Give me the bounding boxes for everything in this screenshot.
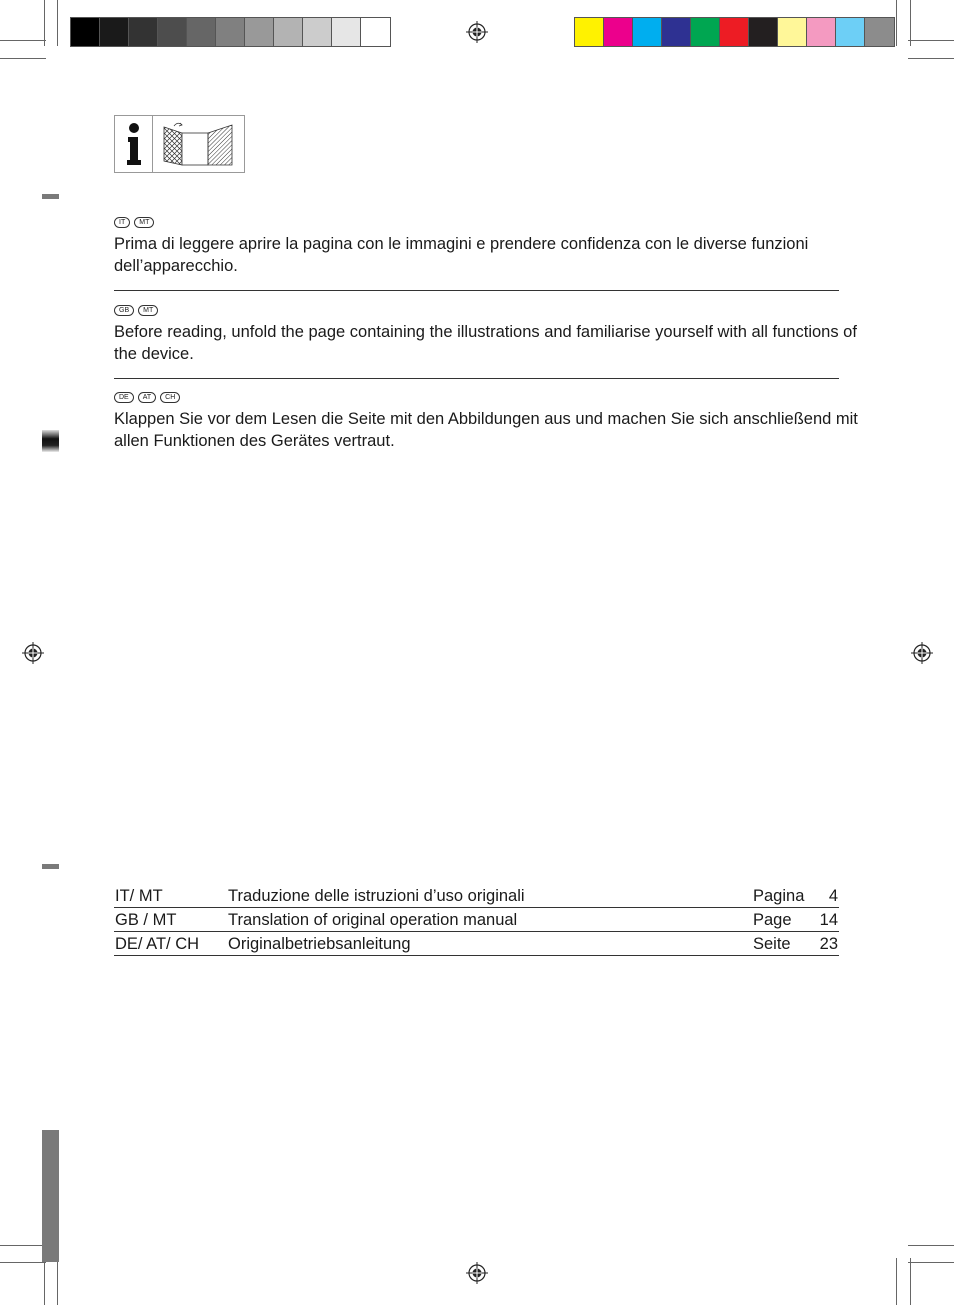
gray-swatch	[245, 18, 274, 46]
color-swatch	[807, 18, 836, 46]
gray-swatch	[100, 18, 129, 46]
color-swatch	[575, 18, 604, 46]
color-swatch	[778, 18, 807, 46]
toc-language-code: IT/ MT	[115, 887, 163, 905]
registration-mark-top-icon	[466, 21, 488, 43]
grayscale-swatch-bar	[70, 17, 391, 47]
country-badge: GB	[114, 305, 134, 316]
section-divider	[114, 290, 839, 291]
gray-swatch	[274, 18, 303, 46]
gray-swatch	[187, 18, 216, 46]
country-badge: DE	[114, 392, 134, 403]
table-of-contents	[114, 884, 839, 956]
toc-title: Traduzione delle istruzioni d’uso originali	[228, 887, 525, 905]
country-badges	[114, 217, 866, 229]
color-swatch	[865, 18, 894, 46]
toc-row[interactable]	[114, 884, 839, 908]
color-swatch	[836, 18, 865, 46]
info-foldout-box	[114, 115, 245, 173]
section-de	[114, 392, 866, 452]
registration-mark-bottom-icon	[466, 1262, 488, 1284]
gray-swatch	[303, 18, 332, 46]
color-swatch	[720, 18, 749, 46]
toc-row[interactable]	[114, 932, 839, 956]
gray-swatch	[361, 18, 390, 46]
side-marker-tab	[42, 430, 59, 452]
registration-mark-left-icon	[22, 642, 44, 664]
section-it	[114, 217, 866, 277]
color-swatch	[604, 18, 633, 46]
toc-row[interactable]	[114, 908, 839, 932]
section-text: Prima di leggere aprire la pagina con le immagini e prendere confidenza con le diverse funzioni dell’apparecchio.	[114, 235, 809, 275]
color-swatch	[691, 18, 720, 46]
gray-swatch	[158, 18, 187, 46]
country-badge: MT	[138, 305, 158, 316]
color-swatch	[749, 18, 778, 46]
section-gb	[114, 305, 866, 365]
toc-page-word: Seite	[753, 935, 791, 953]
toc-language-code: DE/ AT/ CH	[115, 935, 200, 953]
color-swatch-bar	[574, 17, 895, 47]
color-swatch	[662, 18, 691, 46]
section-text: Before reading, unfold the page containing the illustrations and familiarise yourself with all functions of the device.	[114, 323, 857, 363]
country-badges	[114, 305, 866, 317]
color-swatch	[633, 18, 662, 46]
info-icon	[115, 116, 153, 172]
side-marker-bottom	[42, 1130, 59, 1262]
foldout-page-icon	[153, 116, 244, 172]
side-marker-middle	[42, 864, 59, 869]
gray-swatch	[129, 18, 158, 46]
toc-page-number: 14	[819, 911, 838, 929]
side-marker-top	[42, 194, 59, 199]
toc-page-number: 4	[828, 887, 838, 905]
gray-swatch	[216, 18, 245, 46]
toc-title: Translation of original operation manual	[228, 911, 518, 929]
toc-page-word: Pagina	[753, 887, 805, 905]
gray-swatch	[71, 18, 100, 46]
toc-title: Originalbetriebsanleitung	[228, 935, 411, 953]
registration-mark-right-icon	[911, 642, 933, 664]
section-divider	[114, 378, 839, 379]
country-badge: IT	[114, 217, 130, 228]
country-badges	[114, 392, 866, 404]
country-badge: MT	[134, 217, 154, 228]
gray-swatch	[332, 18, 361, 46]
section-text: Klappen Sie vor dem Lesen die Seite mit den Abbildungen aus und machen Sie sich anschließend mit allen Funktionen des Gerätes vertraut.	[114, 410, 858, 450]
country-badge: AT	[138, 392, 156, 403]
toc-page-word: Page	[753, 911, 792, 929]
toc-language-code: GB / MT	[115, 911, 177, 929]
country-badge: CH	[160, 392, 180, 403]
toc-page-number: 23	[819, 935, 838, 953]
